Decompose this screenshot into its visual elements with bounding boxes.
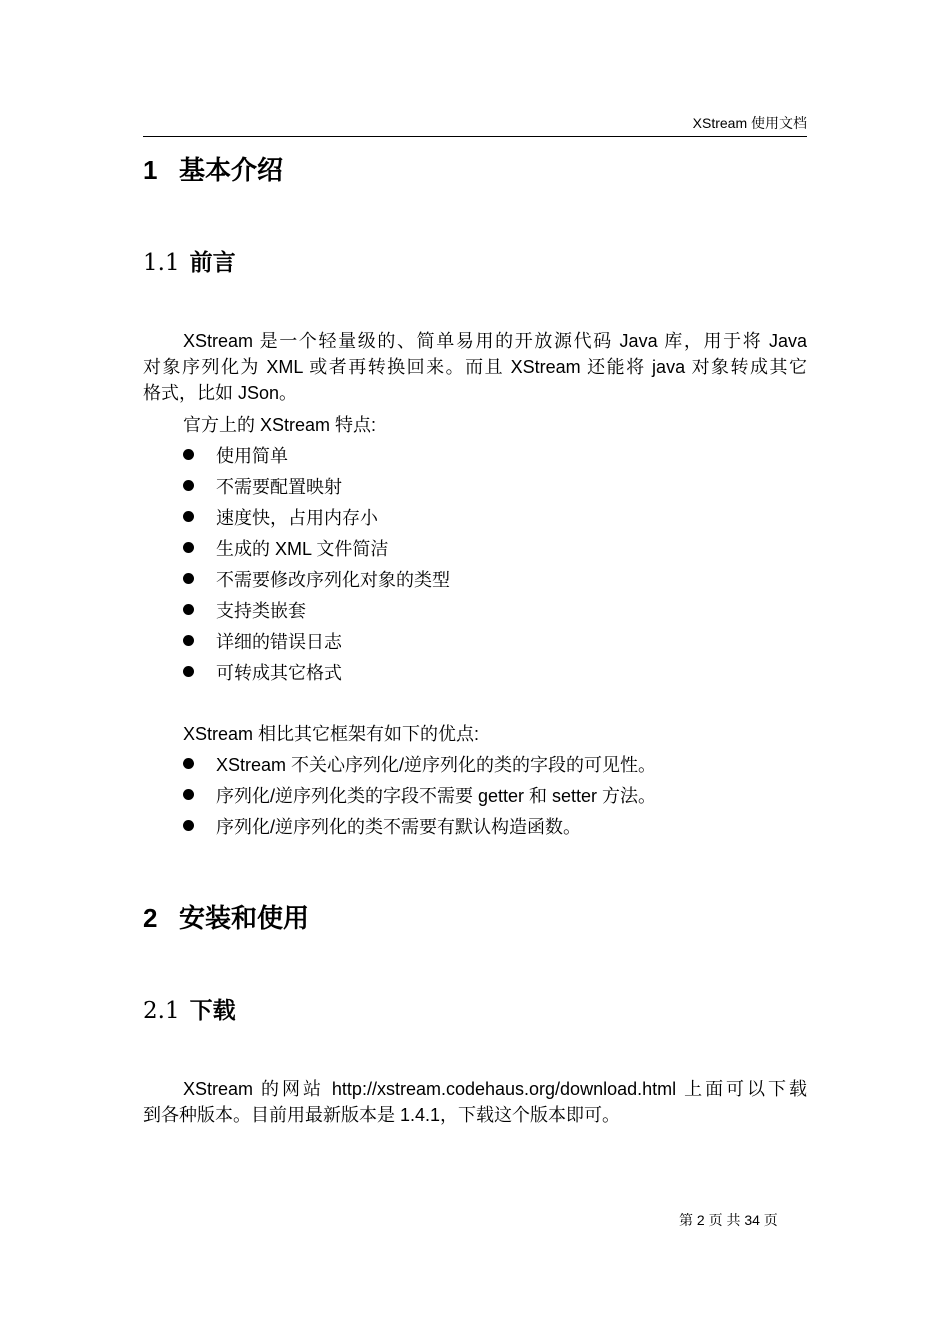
section-1-heading (143, 150, 283, 187)
feature-text: 使用简单 (216, 446, 288, 466)
section-number: 1 (143, 155, 158, 185)
subsection-number: 2.1 (143, 998, 180, 1024)
intro-paragraph (143, 328, 807, 406)
bullet-icon (183, 449, 194, 460)
feature-text: 不需要配置映射 (216, 477, 342, 497)
advantage-text: XStream 不关心序列化/逆序列化的类的字段的可见性。 (216, 755, 657, 775)
advantage-text: 序列化/逆序列化的类不需要有默认构造函数。 (216, 817, 581, 837)
feature-text: 详细的错误日志 (216, 632, 342, 652)
section-title: 基本介绍 (179, 155, 284, 185)
feature-text: 不需要修改序列化对象的类型 (216, 570, 450, 590)
subsection-number: 1.1 (143, 250, 180, 276)
bullet-icon (183, 604, 194, 615)
subsection-title: 前言 (189, 249, 236, 275)
advantages-heading: XStream 相比其它框架有如下的优点: (183, 724, 480, 744)
feature-text: 速度快，占用内存小 (216, 508, 378, 528)
section-1-1-heading (143, 244, 236, 277)
bullet-icon (183, 511, 194, 522)
feature-text: 生成的 XML 文件简洁 (216, 539, 389, 559)
advantage-text: 序列化/逆序列化类的字段不需要 getter 和 setter 方法。 (216, 786, 657, 806)
page-header-title: XStream 使用文档 (692, 115, 807, 131)
paragraph-line: 对象序列化为 XML 或者再转换回来。而且 XStream 还能将 java 对象转成其它 (143, 357, 807, 377)
section-title: 安装和使用 (179, 903, 310, 933)
paragraph-line: 格式，比如 JSon。 (143, 383, 298, 403)
features-heading: 官方上的 XStream 特点: (183, 415, 377, 435)
bullet-icon (183, 542, 194, 553)
bullet-icon (183, 480, 194, 491)
header-divider (143, 136, 807, 137)
bullet-icon (183, 820, 194, 831)
bullet-icon (183, 666, 194, 677)
feature-text: 可转成其它格式 (216, 663, 342, 683)
bullet-icon (183, 758, 194, 769)
section-2-heading (143, 898, 309, 935)
paragraph-line: 到各种版本。目前用最新版本是 1.4.1，下载这个版本即可。 (143, 1105, 621, 1125)
subsection-title: 下载 (189, 997, 236, 1023)
bullet-icon (183, 573, 194, 584)
paragraph-line: XStream 是一个轻量级的、简单易用的开放源代码 Java 库，用于将 Java (183, 331, 807, 351)
download-paragraph (143, 1076, 807, 1128)
bullet-icon (183, 635, 194, 646)
section-2-1-heading (143, 992, 236, 1025)
bullet-icon (183, 789, 194, 800)
paragraph-line: XStream 的网站 http://xstream.codehaus.org/download.html 上面可以下载 (183, 1079, 807, 1099)
section-number: 2 (143, 903, 158, 933)
feature-text: 支持类嵌套 (216, 601, 306, 621)
page-footer-number: 第 2 页 共 34 页 (679, 1212, 778, 1228)
